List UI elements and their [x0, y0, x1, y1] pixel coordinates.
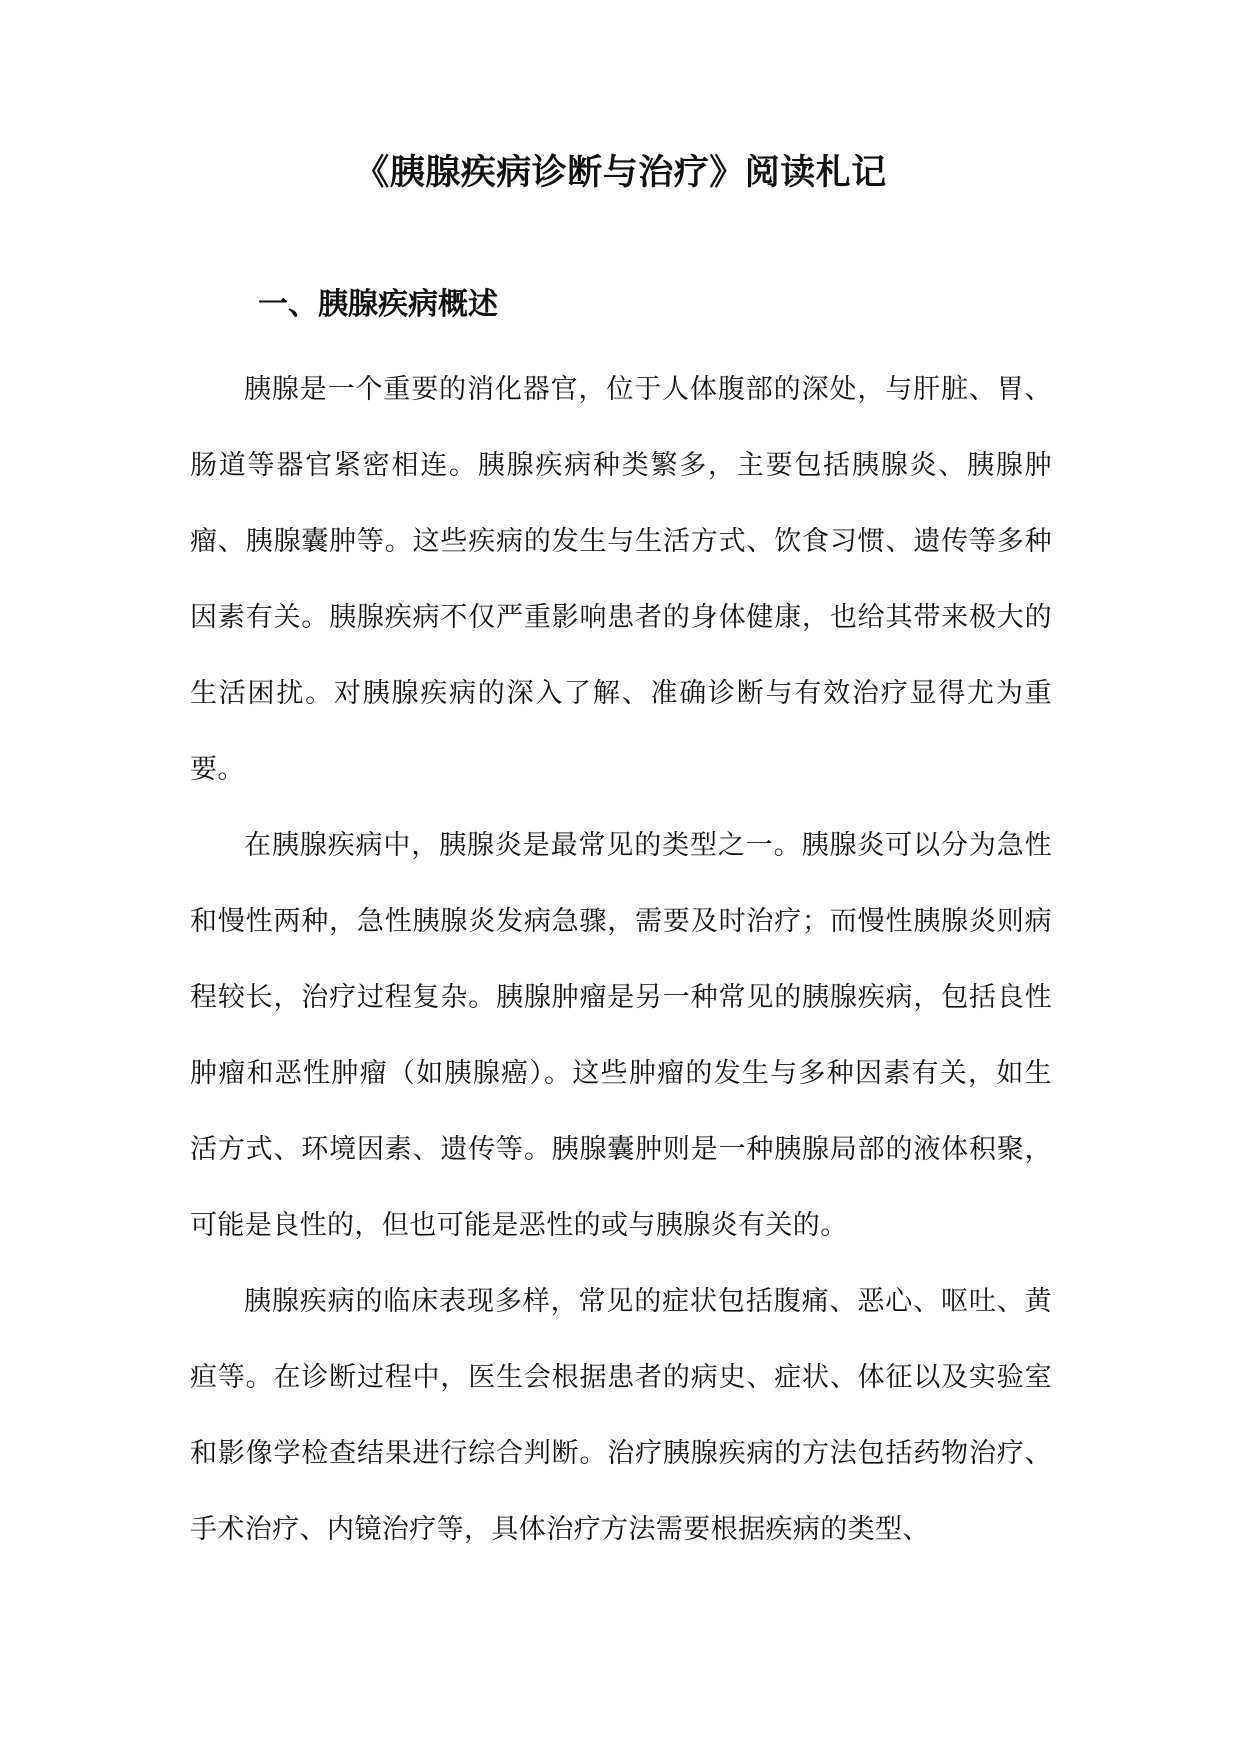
document-title: 《胰腺疾病诊断与治疗》阅读札记 — [354, 152, 887, 193]
paragraph-2: 在胰腺疾病中，胰腺炎是最常见的类型之一。胰腺炎可以分为急性和慢性两种，急性胰腺炎发病急骤，需要及时治疗；而慢性胰腺炎则病程较长，治疗过程复杂。胰腺肿瘤是另一种常见的胰腺疾病，包括良性肿瘤和恶性肿瘤（如胰腺癌）。这些肿瘤的发生与多种因素有关，如生活方式、环境因素、遗传等。胰腺囊肿则是一种胰腺局部的液体积聚，可能是良性的，但也可能是恶性的或与胰腺炎有关的。 — [190, 830, 1052, 1241]
section-body — [190, 352, 1052, 1568]
paragraph-3: 胰腺疾病的临床表现多样，常见的症状包括腹痛、恶心、呕吐、黄疸等。在诊断过程中，医生会根据患者的病史、症状、体征以及实验室和影像学检查结果进行综合判断。治疗胰腺疾病的方法包括药物治疗、手术治疗、内镜治疗等，具体治疗方法需要根据疾病的类型、 — [190, 1286, 1052, 1545]
section-heading: 一、胰腺疾病概述 — [258, 287, 498, 322]
paragraph-1: 胰腺是一个重要的消化器官，位于人体腹部的深处，与肝脏、胃、肠道等器官紧密相连。胰腺疾病种类繁多，主要包括胰腺炎、胰腺肿瘤、胰腺囊肿等。这些疾病的发生与生活方式、饮食习惯、遗传等多种因素有关。胰腺疾病不仅严重影响患者的身体健康，也给其带来极大的生活困扰。对胰腺疾病的深入了解、准确诊断与有效治疗显得尤为重要。 — [190, 374, 1052, 785]
